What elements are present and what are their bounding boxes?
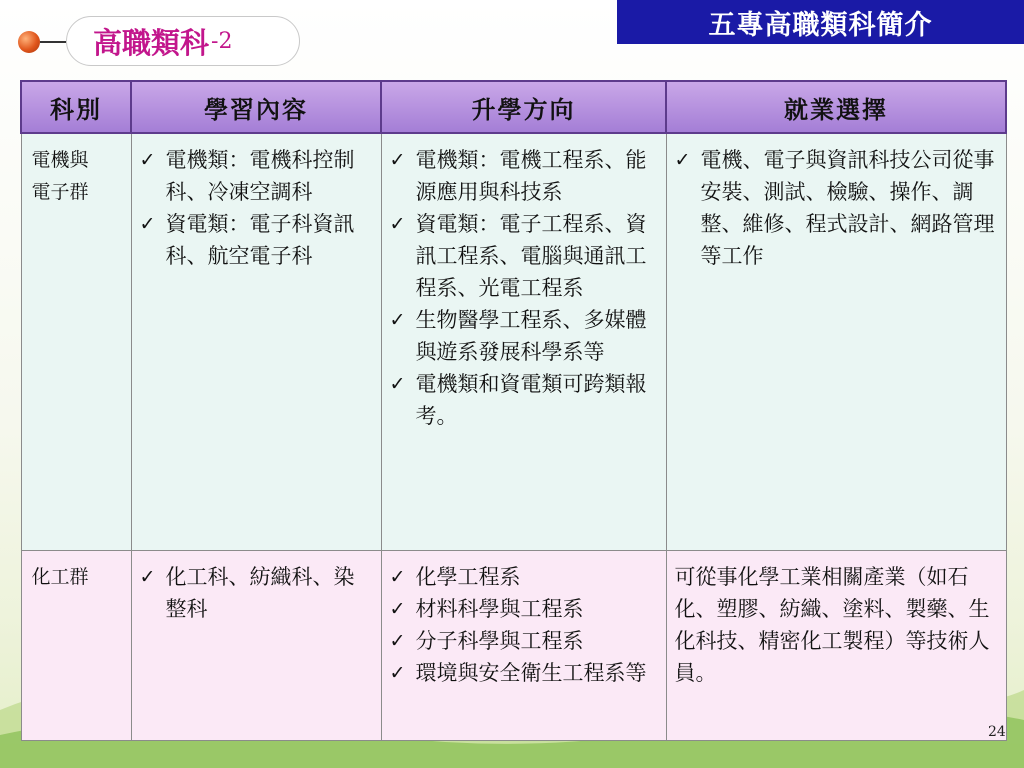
category-cell — [21, 550, 131, 740]
further-study-list — [390, 144, 660, 432]
header-further-study: 升學方向 — [381, 81, 666, 133]
category-label: 化工群 — [31, 565, 89, 588]
checkmark-icon: ✓ — [139, 213, 156, 235]
list-item: ✓ 化工科、紡織科、染整科 — [140, 561, 375, 625]
employment-text: 可從事化學工業相關產業（如石化、塑膠、紡織、塗料、製藥、生化科技、精密化工製程）等技術人員。 — [674, 564, 990, 685]
checkmark-icon: ✓ — [674, 149, 691, 171]
header-category: 科別 — [21, 81, 131, 133]
section-header — [18, 14, 308, 70]
list-item: ✓ 生物醫學工程系、多媒體與遊系發展科學系等 — [390, 304, 660, 368]
checkmark-icon: ✓ — [389, 149, 406, 171]
employment-list — [675, 144, 1000, 272]
list-item: ✓ 分子科學與工程系 — [390, 625, 660, 657]
section-title: 高職類科 — [93, 25, 210, 60]
section-suffix: -2 — [211, 28, 233, 54]
table-row — [21, 550, 1006, 740]
list-item: ✓ 電機類：電機科控制科、冷凍空調科 — [140, 144, 375, 208]
header-employment: 就業選擇 — [666, 81, 1006, 133]
orange-orb-icon — [18, 31, 40, 53]
checkmark-icon: ✓ — [139, 149, 156, 171]
programs-table — [20, 80, 1005, 739]
category-label: 電機與 電子群 — [31, 149, 89, 203]
list-item: ✓ 電機類：電機工程系、能源應用與科技系 — [390, 144, 660, 208]
further-study-list — [390, 561, 660, 689]
table-header-row — [21, 81, 1006, 133]
list-item: ✓ 材料科學與工程系 — [390, 593, 660, 625]
list-item: ✓ 電機、電子與資訊科技公司從事安裝、測試、檢驗、操作、調整、維修、程式設計、網路管理等工作 — [675, 144, 1000, 272]
checkmark-icon: ✓ — [389, 309, 406, 331]
employment-cell — [666, 550, 1006, 740]
list-item: ✓ 電機類和資電類可跨類報考。 — [390, 368, 660, 432]
slide-title: 五專高職類科簡介 — [708, 9, 933, 41]
employment-cell — [666, 133, 1006, 550]
checkmark-icon: ✓ — [389, 213, 406, 235]
list-item: ✓ 資電類：電子科資訊科、航空電子科 — [140, 208, 375, 272]
checkmark-icon: ✓ — [389, 373, 406, 395]
checkmark-icon: ✓ — [389, 597, 406, 620]
slide-title-bar — [617, 0, 1024, 44]
connector-line — [40, 41, 66, 43]
checkmark-icon: ✓ — [139, 565, 156, 588]
category-cell — [21, 133, 131, 550]
learning-list — [140, 144, 375, 272]
learning-list — [140, 561, 375, 625]
checkmark-icon: ✓ — [389, 629, 406, 652]
further-study-cell — [381, 133, 666, 550]
section-pill — [66, 16, 300, 66]
header-learning: 學習內容 — [131, 81, 381, 133]
checkmark-icon: ✓ — [389, 565, 406, 588]
list-item: ✓ 環境與安全衛生工程系等 — [390, 657, 660, 689]
checkmark-icon: ✓ — [389, 661, 406, 684]
learning-cell — [131, 133, 381, 550]
list-item: ✓ 資電類：電子工程系、資訊工程系、電腦與通訊工程系、光電工程系 — [390, 208, 660, 304]
learning-cell — [131, 550, 381, 740]
table-row — [21, 133, 1006, 550]
list-item: ✓ 化學工程系 — [390, 561, 660, 593]
page-number: 24 — [988, 724, 1006, 740]
further-study-cell — [381, 550, 666, 740]
